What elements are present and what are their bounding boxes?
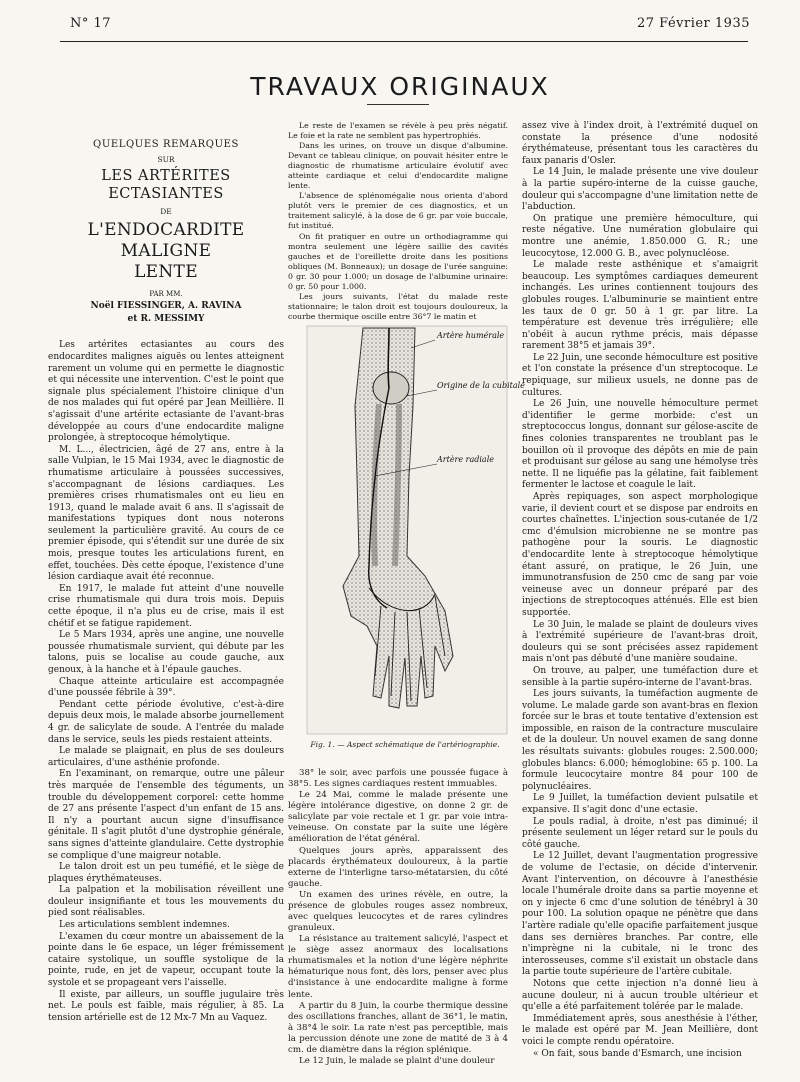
label-origine-cubitale: Origine de la cubitale — [437, 381, 525, 390]
label-artere-radiale: Artère radiale — [437, 455, 494, 464]
paragraph: Les jours suivants, l'état du malade reste stationnaire; le talon droit est toujours douloureux, la courbe thermique oscille entre 36°7 le matin et — [288, 291, 508, 321]
paragraph: A partir du 8 Juin, la courbe thermique dessine des oscillations franches, allant de 36°1, le matin, à 38°4 le soir. La rate n'est pas perceptible, mais la percussion dénote une zone de matité de 3 à 4 cm. de diamètre dans la région splénique. — [288, 1000, 508, 1055]
section-rule — [367, 104, 429, 105]
column-2-top — [288, 121, 508, 322]
article-title-block — [48, 139, 284, 326]
elbow-ectasia — [373, 372, 409, 404]
authors-line-1: Noël FIESSINGER, A. RAVINA — [90, 301, 242, 312]
paragraph: Pendant cette période évolutive, c'est-à-dire depuis deux mois, le malade absorbe journellement 4 gr. de salicylate de soude. A l'entrée du malade dans le service, seuls les pieds restaient atteints. — [48, 699, 284, 745]
authors-line-2: et R. MESSIMY — [127, 314, 205, 325]
paragraph: 38° le soir, avec parfois une poussée fugace à 38°5. Les signes cardiaques restent immuables. — [288, 768, 508, 790]
paragraph: En l'examinant, on remarque, outre une pâleur très marquée de l'ensemble des téguments, un trouble du développement corporel: cette homme de 27 ans présente l'aspect d'un enfant de 15 ans. Il n'y a pourtant aucun signe d'insuffisance génitale. Il s'agit plutôt d'une dystrophie générale, sans signes d'atteinte glandulaire. Cette dystrophie se complique d'une maigreur notable. — [48, 769, 284, 861]
title-line-3: LENTE — [134, 261, 198, 282]
paragraph: Le 9 Juillet, la tuméfaction devient pulsatile et expansive. Il s'agit donc d'une ectasie. — [522, 793, 758, 816]
humeral-artery — [388, 328, 389, 388]
paragraph: Les articulations semblent indemnes. — [59, 920, 230, 931]
paragraph: Quelques jours après, apparaissent des placards érythémateux douloureux, à la partie externe de l'interligne tarso-métatarsien, du côté gauche. — [288, 845, 508, 889]
paragraph: Le talon droit est un peu tuméfié, et le siège de plaques érythémateuses. — [48, 862, 284, 884]
paragraph: Le 12 Juin, le malade se plaint d'une douleur — [299, 1056, 495, 1067]
paragraph: Dans les urines, on trouve un disque d'albumine. Devant ce tableau clinique, on pouvait hésiter entre le diagnostic de rhumatisme articulaire évolutif avec atteinte cardiaque et celui d'endocardite maligne lente. — [288, 141, 508, 191]
title-line-1: LES ARTÉRITES ECTASIANTES — [101, 168, 231, 203]
title-par: PAR MM. — [149, 289, 183, 298]
paragraph: Le 22 Juin, une seconde hémoculture est positive et l'on constate la présence d'un streptocoque. Le repiquage, sur milieux usuels, ne donne pas de cultures. — [522, 352, 758, 398]
issue-date: 27 Février 1935 — [636, 16, 750, 31]
arteriography-figure — [295, 326, 525, 734]
paragraph: Notons que cette injection n'a donné lieu à aucune douleur, ni à aucun trouble ultérieur et qu'elle a été parfaitement tolérée par le malade. — [522, 978, 758, 1013]
title-kicker: QUELQUES REMARQUES — [93, 139, 239, 150]
issue-number: N° 17 — [70, 16, 112, 31]
paragraph: En 1917, le malade fut atteint d'une nouvelle crise rhumatismale qui dura trois mois. Depuis cette époque, il n'a plus eu de crise, mais il est chétif et se fatigue rapidement. — [48, 583, 284, 629]
paragraph: Le pouls radial, à droite, n'est pas diminué; il présente seulement un léger retard sur le pouls du côté gauche. — [522, 816, 758, 850]
paragraph: Chaque atteinte articulaire est accompagnée d'une poussée fébrile à 39°. — [48, 676, 284, 699]
paragraph: L'examen du cœur montre un abaissement de la pointe dans le 6e espace, un léger frémissement cataire systolique, un souffle systolique de la pointe, rude, en jet de vapeur, occupant toute la systole et se propageant vers l'aisselle. — [48, 931, 284, 989]
paragraph: Le 12 Juillet, devant l'augmentation progressive de volume de l'ectasie, on décide d'intervenir. Avant l'intervention, on découvre à l'anesthésie locale l'humérale droite dans sa partie moyenne et on y injecte 6 cmc d'une solution de ténébryl à 30 pour 100. La solution opaque ne pénètre que dans l'artère radiale qu'elle opacifie parfaitement jusque dans ses dernières branches. Par contre, elle n'imprègne ni la cubitale, ni le tronc des interosseuses, comme s'il existait un obstacle dans la partie toute supérieure de l'artère cubitale. — [522, 851, 758, 978]
paragraph: Le 14 Juin, le malade présente une vive douleur à la partie supéro-interne de la cuisse gauche, douleur qui s'accompagne d'une limitation nette de l'abduction. — [522, 167, 758, 213]
paragraph: « On fait, sous bande d'Esmarch, une incision — [533, 1048, 742, 1059]
paragraph: Le 26 Juin, une nouvelle hémoculture permet d'identifier le germe morbide: c'est un streptococcus longus, donnant sur gélose-ascite de fines colonies transparentes ne troublant pas le bouillon où il provoque des dépôts en mie de pain et produisant sur gélose au sang une hémolyse très nette. Il ne liquéfie pas la gélatine, fait faiblement fermenter le lactose et coagule le lait. — [522, 399, 758, 491]
paragraph: Un examen des urines révèle, en outre, la présence de globules rouges assez nombreux, avec quelques leucocytes et de rares cylindres granuleux. — [288, 889, 508, 934]
paragraph: La palpation et la mobilisation réveillent une douleur insignifiante et tous les mouvements du pied sont réalisables. — [48, 885, 284, 919]
paragraph: Le reste de l'examen se révèle à peu près négatif. Le foie et la rate ne semblent pas hypertrophiés. — [288, 121, 508, 141]
title-sur: SUR — [157, 154, 175, 164]
paragraph: Il existe, par ailleurs, un souffle jugulaire très net. Le pouls est faible, mais régulier, à 85. La tension artérielle est de 12 Mx-7 Mn au Vaquez. — [48, 989, 284, 1023]
paragraph: L'absence de splénomégalie nous orienta d'abord plutôt vers le premier de ces diagnostics, et un traitement salicylé, à la dose de 6 gr. par voie buccale, fut institué. — [288, 191, 508, 231]
paragraph: Le malade se plaignait, en plus de ses douleurs articulaires, d'une asthénie profonde. — [48, 746, 284, 768]
column-1 — [48, 121, 284, 1024]
section-title: TRAVAUX ORIGINAUX — [250, 72, 550, 101]
paragraph: Le 5 Mars 1934, après une angine, une nouvelle poussée rhumatismale survient, qui débute par les talons, puis se localise au coude gauche, aux genoux, à la hanche et à l'épaule gauches. — [48, 630, 284, 675]
paragraph: Immédiatement après, sous anesthésie à l'éther, le malade est opéré par M. Jean Meillière, dont voici le compte rendu opératoire. — [522, 1013, 758, 1047]
paragraph: On trouve, au palper, une tuméfaction dure et sensible à la partie supéro-interne de l'avant-bras. — [522, 665, 758, 688]
title-de: DE — [160, 207, 172, 217]
paragraph: Le malade reste asthénique et s'amaigrit beaucoup. Les symptômes cardiaques demeurent inchangés. Les urines contiennent toujours des globules rouges. L'albuminurie se maintient entre les taux de 0 gr. 50 à 1 gr. par litre. La température est devenue très irrégulière; elle n'obéit à aucun rythme précis, mais dépasse rarement 38°5 et jamais 39°. — [522, 260, 758, 352]
paragraph: Les artérites ectasiantes au cours des endocardites malignes aiguës ou lentes atteignent rarement un volume qui en permette le diagnostic et qui nécessite une intervention. C'est le point que signale plus spécialement l'histoire clinique d'un de nos malades qui fut opéré par Jean Meillière. Il s'agissait d'une artérite ectasiante de l'avant-bras développée au cours d'une endocardite maligne prolongée, à streptocoque hémolytique. — [48, 340, 284, 444]
header-rule — [60, 41, 748, 42]
column-2-bottom — [288, 768, 508, 1067]
paragraph: On pratique une première hémoculture, qui reste négative. Une numération globulaire qui montre une anémie, 1.850.000 G. R.; une leucocytose, 12.000 G. B., avec polynucléose. — [522, 213, 758, 259]
column-3 — [522, 121, 758, 1060]
figure-caption: Fig. 1. — Aspect schématique de l'artériographie. — [310, 740, 500, 749]
paragraph: Les jours suivants, la tuméfaction augmente de volume. Le malade garde son avant-bras en flexion forcée sur le bras et toute tentative d'extension est impossible, en raison de la contracture musculaire et de la douleur. Un nouvel examen de sang donne les résultats suivants: globules rouges: 2.500.000; globules blancs: 6.000; hémoglobine: 65 p. 100. La formule leucocytaire montre 84 pour 100 de polynucléaires. — [522, 689, 758, 792]
title-line-2: L'ENDOCARDITE MALIGNE — [87, 219, 245, 261]
label-arteres-humerale: Artère humérale — [437, 331, 505, 340]
paragraph: Après repiquages, son aspect morphologique varie, il devient court et se dispose par endroits en courtes chaînettes. L'injection sous-cutanée de 1/2 cmc d'émulsion microbienne ne se montre pas pathogène pour la souris. Le diagnostic d'endocardite lente à streptocoque hémolytique étant assuré, on pratique, le 26 Juin, une immunotransfusion de 250 cmc de sang par voie veineuse avec un donneur préparé par des injections de streptocoques atténués. Elle est bien supportée. — [522, 492, 758, 618]
paragraph: La résistance au traitement salicylé, l'aspect et le siège assez anormaux des localisations rhumatismales et la notion d'une légère néphrite hématurique nous font, dès lors, penser avec plus d'insistance à une endocardite maligne à forme lente. — [288, 934, 508, 1000]
paragraph: assez vive à l'index droit, à l'extrémité duquel on constate la présence d'une nodosité érythémateuse, présentant tous les caractères du faux panaris d'Osler. — [522, 121, 758, 166]
paragraph: M. L..., électricien, âgé de 27 ans, entre à la salle Vulpian, le 15 Mai 1934, avec le diagnostic de rhumatisme articulaire à poussées successives, s'accompagnant de lésions cardiaques. Les premières crises rhumatismales ont eu lieu en 1913, quand le malade avait 6 ans. Il s'agissait de manifestations typiques dont nous noterons seulement la particulière gravité. Au cours de ce premier épisode, qui s'étendit sur une durée de six mois, presque toutes les articulations furent, en effet, touchées. Dès cette époque, l'existence d'une lésion cardiaque avait été reconnue. — [48, 444, 284, 583]
paragraph: Le 24 Mai, comme le malade présente une légère intolérance digestive, on donne 2 gr. de salicylate par voie rectale et 1 gr. par voie intra-veineuse. On constate par la suite une légère amélioration de l'état général. — [288, 790, 508, 845]
paragraph: Le 30 Juin, le malade se plaint de douleurs vives à l'extrémité supérieure de l'avant-bras droit, douleurs qui se sont précisées assez rapidement mais n'ont pas débuté d'une manière soudaine. — [522, 619, 758, 665]
paragraph: On fit pratiquer en outre un orthodiagramme qui montra seulement une légère saillie des cavités gauches et de l'oreillette droite dans les positions obliques (M. Bonneaux); un dosage de l'urée sanguine: 0 gr. 30 pour 1.000; un dosage de l'albumine urinaire: 0 gr. 50 pour 1.000. — [288, 231, 508, 291]
